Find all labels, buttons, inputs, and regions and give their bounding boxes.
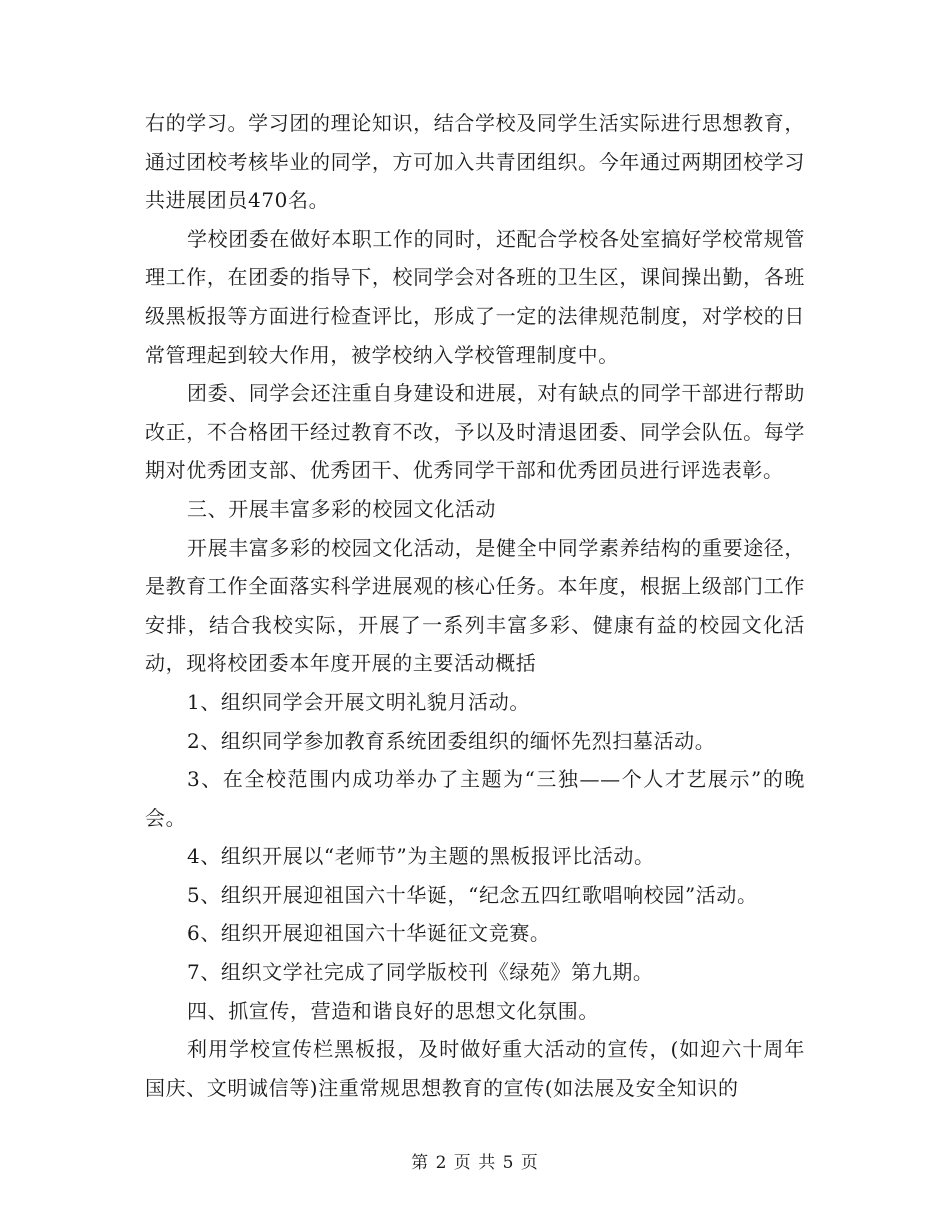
list-item-5: 5、组织开展迎祖国六十华诞，“纪念五四红歌唱响校园”活动。 xyxy=(187,882,758,907)
list-item-4: 4、组织开展以“老师节”为主题的黑板报评比活动。 xyxy=(187,844,655,869)
document-body xyxy=(145,104,805,1107)
paragraph-14: 利用学校宣传栏黑板报，及时做好重大活动的宣传，(如迎六十周年国庆、文明诚信等)注重常规思想教育的宣传(如法展及安全知识的 xyxy=(145,1037,805,1100)
list-item-6: 6、组织开展迎祖国六十华诞征文竞赛。 xyxy=(187,921,551,946)
section-heading-4: 四、抓宣传，营造和谐良好的思想文化氛围。 xyxy=(187,998,599,1023)
page-footer: 第 2 页 共 5 页 xyxy=(411,1153,539,1173)
paragraph-1: 右的学习。学习团的理论知识，结合学校及同学生活实际进行思想教育，通过团校考核毕业的同学，方可加入共青团组织。今年通过两期团校学习共进展团员470名。 xyxy=(145,111,805,213)
section-heading-3: 三、开展丰富多彩的校园文化活动 xyxy=(187,496,496,521)
list-item-7: 7、组织文学社完成了同学版校刊《绿苑》第九期。 xyxy=(187,960,654,985)
paragraph-3: 团委、同学会还注重自身建设和进展，对有缺点的同学干部进行帮助改正，不合格团干经过教育不改，予以及时清退团委、同学会队伍。每学期对优秀团支部、优秀团干、优秀同学干部和优秀团员进行评选表彰。 xyxy=(145,381,805,483)
list-item-3: 3、在全校范围内成功举办了主题为“三独——个人才艺展示”的晚会。 xyxy=(145,767,805,830)
paragraph-5: 开展丰富多彩的校园文化活动，是健全中同学素养结构的重要途径，是教育工作全面落实科学进展观的核心任务。本年度，根据上级部门工作安排，结合我校实际，开展了一系列丰富多彩、健康有益的校园文化活动，现将校团委本年度开展的主要活动概括 xyxy=(145,535,805,676)
list-item-2: 2、组织同学参加教育系统团委组织的缅怀先烈扫墓活动。 xyxy=(187,728,716,753)
paragraph-2: 学校团委在做好本职工作的同时，还配合学校各处室搞好学校常规管理工作，在团委的指导下，校同学会对各班的卫生区，课间操出勤，各班级黑板报等方面进行检查评比，形成了一定的法律规范制度，对学校的日常管理起到较大作用，被学校纳入学校管理制度中。 xyxy=(145,226,805,367)
list-item-1: 1、组织同学会开展文明礼貌月活动。 xyxy=(187,689,530,714)
